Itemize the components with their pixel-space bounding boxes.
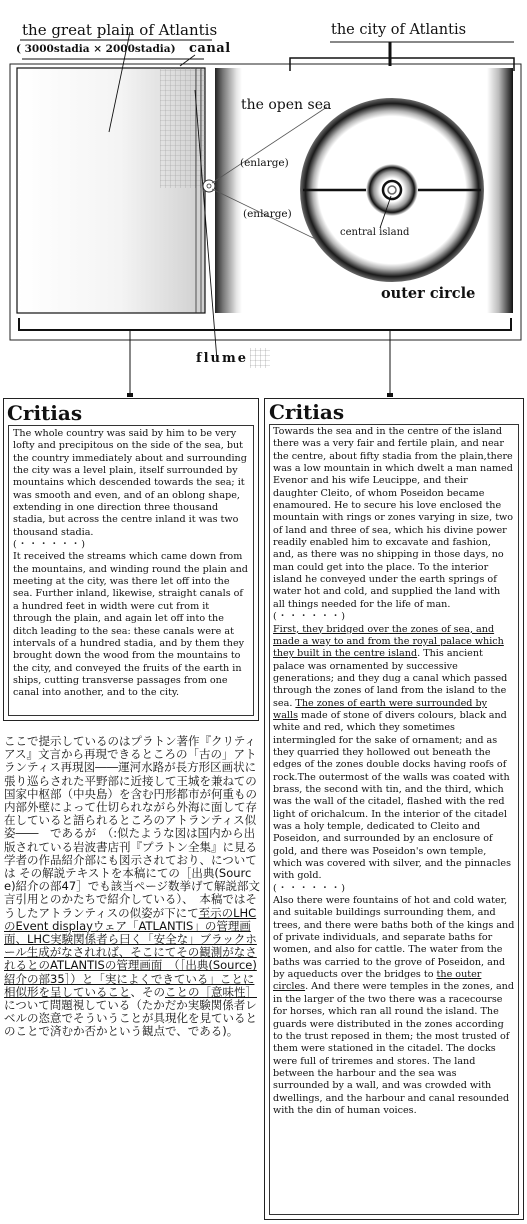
japanese-commentary <box>4 735 260 1039</box>
city-title: the city of Atlantis <box>331 22 467 38</box>
plain-dimensions: ( 3000stadia × 2000stadia) <box>16 43 176 55</box>
enlarge-label-bottom: (enlarge) <box>243 208 292 220</box>
sea-band-left <box>215 68 242 313</box>
left-panel-heading: Critias <box>7 401 83 425</box>
right-quote-para-1: Towards the sea and in the centre of the island there was a very fair and fertile plain, and near the centre, about fifty stadia from the plain,there was a low mountain in which dwelt a man named Evenor and his wife Leucippe, and their daughter Cleito, of whom Poseidon became enamoured. He to secure his love enclosed the mountain with rings or zones varying in size, two of land and three of sea, which his divine power readily enabled him to excavate and fashion, and, as there was no shipping in those days, no man could get into the place. To the interior island he conveyed under the earth springs of water hot and cold, and supplied the land with all things needed for the life of man. <box>273 426 514 610</box>
right-panel-heading: Critias <box>269 400 345 424</box>
left-quote-para-2: It received the streams which came down from the mountains, and winding round the plain and meeting at the city, was there let off into the sea. Further inland, likewise, straight canals of a hundred feet in width were cut from it through the plain, and again let off into the ditch leading to the sea: these canals were at intervals of a hundred stadia, and by them they brought down the wood from the mountains to the city, and conveyed the fruits of the earth in ships, cutting transverse passages from one canal into another, and to the city. <box>13 551 248 699</box>
open-sea-label: the open sea <box>241 97 332 113</box>
critias-right-panel <box>264 398 524 1220</box>
commentary-part-1: ここで提示しているのはプラトン著作『クリティアス』文言から再現できるところの「古の」アトランティス再現図――運河水路が長方形区画状に張り巡らされた平野部に近接して王城を兼ねての国家中枢部（中央島）を含む円形都市が何重もの内部外壁によって仕切られながら外海に面して存在していると語られるところのアトランティス似姿―― であるが （:似たような図は国内から出版されている岩波書店刊『プラトン全集』に見る学者の作品紹介部にも図示されており、については その解説テキストを本稿にての［出典(Source)紹介の部47］でも該当ページ数挙げて解説部文言引用とのかたちで紹介している）、 本稿ではそうしたアトランティスの似姿が下にて <box>4 734 260 920</box>
commentary-part-3: について問題視している（たかだか実験関係者レベルの恣意でそういうことが具現化を見ているとのことで済むか否かという観点で、である)。 <box>4 998 257 1039</box>
left-panel-quote <box>8 425 254 716</box>
underlined-bridges: First, they bridged over the zones of sea, and made a way to and from the royal palace which they built in the centre island <box>273 623 504 660</box>
left-quote-ellipsis: (・・・・・・) <box>13 539 87 551</box>
right-quote-para-3 <box>273 895 515 1117</box>
underlined-outer-circles: the outer circles <box>273 969 482 993</box>
commentary-underlined-1: 至示のLHCのEvent displayウェア「ATLANTIS」の管理画面、LHC実験関係者ら曰く「安全な」ブラックホール生成がなされれば、そこにてその観測がなされるとのATLANTISの管理画面 （［出典(Source)紹介の部35］）と「実によくできている」ことに相似形を呈していること <box>4 905 257 999</box>
flume-label: flume <box>196 351 249 366</box>
right-quote-para-2 <box>273 624 515 883</box>
para3-text-b: . And there were temples in the zones, and in the larger of the two there was a racecourse for horses, which ran all round the island. The guards were distributed in the zones according to the trust reposed in them; the most trusted of them were stationed in the citadel. The docks were full of triremes and stores. The land between the harbour and the sea was surrounded by a wall, and was crowded with dwellings, and the harbour and canal resounded with the din of human voices. <box>273 981 514 1116</box>
commentary-paragraph <box>4 735 260 1039</box>
sea-band-right <box>487 68 513 313</box>
para2-text-a: . This ancient palace was ornamented by successive generations; and they dug a canal which passed through the zones of land from the island to the sea. <box>273 648 508 709</box>
atlantis-diagram <box>0 0 527 366</box>
right-quote-ellipsis-2: (・・・・・・) <box>273 882 347 894</box>
great-plain-title: the great plain of Atlantis <box>22 21 218 39</box>
central-island-label: central island <box>340 227 410 238</box>
canal-label: canal <box>189 41 231 56</box>
critias-left-panel <box>3 398 259 721</box>
outer-circle-label: outer circle <box>381 285 476 302</box>
left-quote-para-1: The whole country was said by him to be very lofty and precipitous on the side of the sea, but the country immediately about and surrounding the city was a level plain, itself surrounded by mountains which descended towards the sea; it was smooth and even, and of an oblong shape, extending in one direction three thousand stadia, but across the centre inland it was two thousand stadia. <box>13 428 247 538</box>
commentary-underlined-2: ことの［意味性］ <box>165 984 257 999</box>
underlined-walls: The zones of earth were surrounded by walls <box>273 697 488 721</box>
enlarge-label-top: (enlarge) <box>240 157 289 169</box>
para3-text-a: Also there were fountains of hot and cold water, and suitable buildings surrounding them, and trees, and there were baths both of the kings and of private individuals, and separate baths for women, and also for cattle. The water from the baths was carried to the grove of Poseidon, and by aqueducts over the bridges to <box>273 895 515 981</box>
commentary-part-2: 、その <box>130 984 165 999</box>
flume-grid-icon <box>250 348 270 368</box>
right-quote-ellipsis-1: (・・・・・・) <box>273 611 347 623</box>
right-panel-quote <box>269 424 519 1215</box>
para2-text-b: made of stone of divers colours, black and white and red, which they sometimes intermingled for the sake of ornament; and as they quarried they hollowed out beneath the edges of the zones double docks having roofs of rock.The outermost of the walls was coated with brass, the second with tin, and the third, which was the wall of the citadel, flashed with the red light of orichalcum. In the interior of the citadel was a holy temple, dedicated to Cleito and Poseidon, and surrounded by an enclosure of gold, and there was Poseidon's own temple, which was covered with silver, and the pinnacles with gold. <box>273 709 511 882</box>
diagram-drawing <box>0 0 527 400</box>
